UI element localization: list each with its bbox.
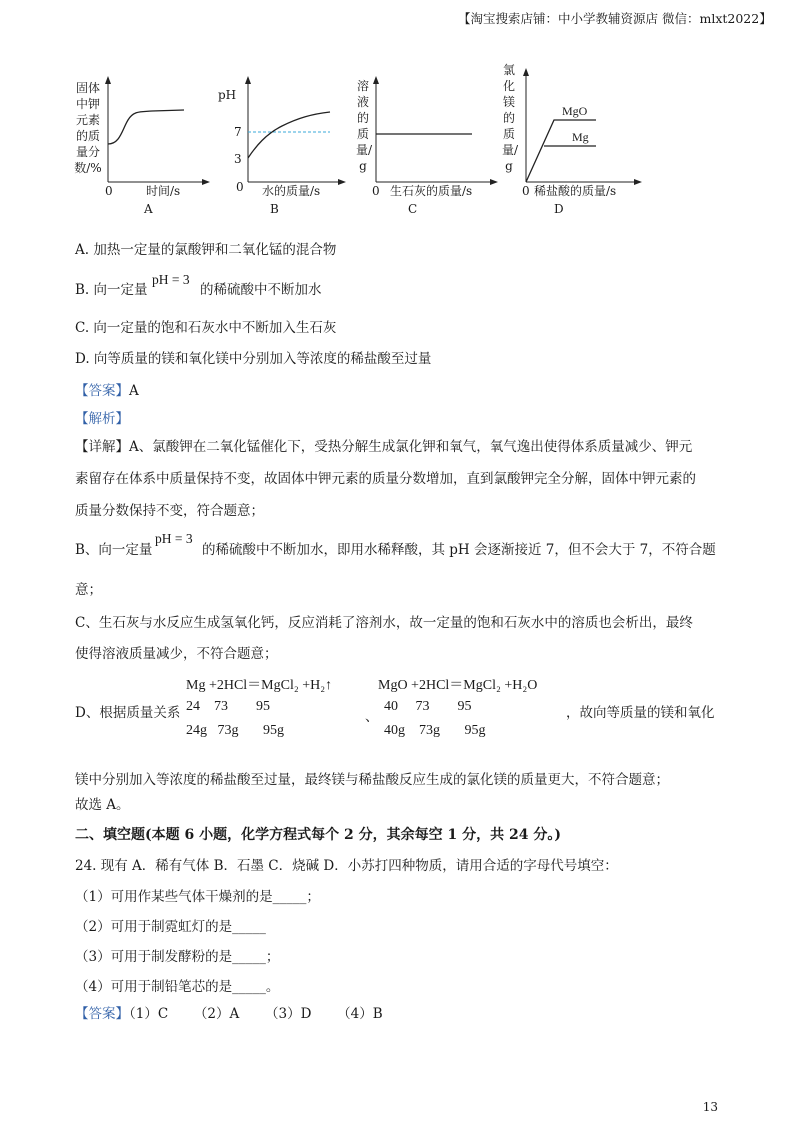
graph-a-origin: 0 [105, 184, 113, 198]
analysis-tag: 【解析】 [75, 411, 129, 427]
page-number: 13 [702, 1100, 718, 1114]
graph-a [72, 70, 212, 220]
graph-c-origin: 0 [372, 184, 380, 198]
graph-d-mgo-label: MgO [562, 104, 588, 118]
answer-1 [75, 382, 139, 400]
question-24-item-4: （4）可用于制铅笔芯的是_____。 [75, 979, 280, 995]
option-b-ph: pH = 3 [152, 272, 190, 287]
question-24-item-3: （3）可用于制发酵粉的是_____； [75, 949, 280, 965]
graph-b-origin: 0 [236, 180, 244, 194]
option-b-post: 的稀硫酸中不断加水 [200, 282, 322, 298]
detail-conclusion: 故选 A。 [75, 797, 130, 813]
equation-1-row3: 24g 73g 95g [186, 723, 284, 738]
question-24-item-1: （1）可用作某些气体干燥剂的是_____； [75, 889, 320, 905]
question-24-stem: 24. 现有 A．稀有气体 B．石墨 C．烧碱 D．小苏打四种物质，请用合适的字母代号填空： [75, 858, 618, 874]
graph-a-letter: A [144, 202, 153, 216]
equation-1-row1: Mg +2HCl＝MgCl₂ +H₂↑ [186, 678, 333, 693]
equation-2-row2: 40 73 95 [384, 699, 472, 714]
detail-b-line2: 意； [75, 582, 102, 598]
graph-c-letter: C [408, 202, 418, 216]
answer-2 [75, 1005, 383, 1023]
graph-b [212, 70, 352, 220]
graph-b-letter: B [270, 202, 279, 216]
graph-c-ylabel: 溶液的质量/g [356, 79, 373, 173]
answer-value: A [129, 383, 139, 399]
answer-2-value: （1）C （2）A （3）D （4）B [129, 1006, 383, 1022]
detail-a-line3: 质量分数保持不变，符合题意； [75, 503, 264, 519]
detail-c-line2: 使得溶液质量减少，不符合题意； [75, 646, 278, 662]
option-c: C. 向一定量的饱和石灰水中不断加入生石灰 [75, 320, 337, 336]
detail-d-line2: 镁中分别加入等浓度的稀盐酸至过量，最终镁与稀盐酸反应生成的氯化镁的质量更大，不符合题意； [75, 772, 669, 788]
equation-1-row2: 24 73 95 [186, 699, 270, 714]
graph-d-mg-label: Mg [572, 130, 589, 144]
answer-2-tag: 【答案】 [75, 1006, 129, 1022]
option-a: A. 加热一定量的氯酸钾和二氧化锰的混合物 [75, 242, 337, 258]
graph-d-xlabel: 稀盐酸的质量/s [534, 184, 617, 198]
graph-a-xlabel: 时间/s [146, 184, 181, 198]
detail-a-line1 [75, 438, 692, 456]
graph-a-ylabel: 固体中钾元素的质量分数/% [74, 81, 102, 175]
equation-2-row1: MgO +2HCl＝MgCl₂ +H₂O [378, 678, 538, 693]
graph-b-tick7: 7 [234, 125, 242, 139]
graph-a-curve [108, 110, 184, 144]
graph-d-ylabel: 氯化镁的质量/g [502, 63, 519, 173]
graph-c [352, 70, 502, 220]
detail-c-line1: C、生石灰与水反应生成氢氧化钙，反应消耗了溶剂水，故一定量的饱和石灰水中的溶质也会析出，最终 [75, 615, 693, 631]
section-2-title: 二、填空题(本题 6 小题，化学方程式每个 2 分，其余每空 1 分，共 24 分。) [75, 827, 561, 843]
detail-b-pre: B、向一定量 [75, 542, 153, 558]
page-header: 【淘宝搜索店铺：中小学教辅资源店 微信：mlxt2022】 [458, 11, 772, 26]
detail-b-ph: pH = 3 [155, 531, 193, 546]
graph-b-curve [248, 112, 330, 158]
equation-2-row3: 40g 73g 95g [384, 723, 486, 738]
detail-d-sep: 、 [365, 709, 379, 725]
question-24-item-2: （2）可用于制霓虹灯的是_____ [75, 919, 266, 935]
graph-d-origin: 0 [522, 184, 530, 198]
graph-b-xlabel: 水的质量/s [262, 184, 321, 198]
detail-a-line2: 素留存在体系中质量保持不变，故固体中钾元素的质量分数增加，直到氯酸钾完全分解，固体中钾元素的 [75, 471, 696, 487]
detail-tag: 【详解】 [75, 439, 129, 455]
detail-b-post: 的稀硫酸中不断加水，即用水稀释酸，其 pH 会逐渐接近 7，但不会大于 7，不符合题 [202, 542, 716, 558]
graph-b-tick3: 3 [234, 152, 242, 166]
answer-tag: 【答案】 [75, 383, 129, 399]
graph-d-letter: D [554, 202, 564, 216]
detail-a-text: A、氯酸钾在二氧化锰催化下，受热分解生成氯化钾和氧气，氧气逸出使得体系质量减少、钾元 [129, 439, 693, 455]
graph-c-xlabel: 生石灰的质量/s [390, 184, 473, 198]
option-b-pre: B. 向一定量 [75, 282, 148, 298]
option-d: D. 向等质量的镁和氧化镁中分别加入等浓度的稀盐酸至过量 [75, 351, 432, 367]
graph-b-ylabel: pH [218, 88, 237, 102]
detail-d-pre: D、根据质量关系 [75, 705, 181, 721]
graph-d [498, 58, 648, 220]
detail-d-post: ，故向等质量的镁和氧化 [566, 705, 715, 721]
